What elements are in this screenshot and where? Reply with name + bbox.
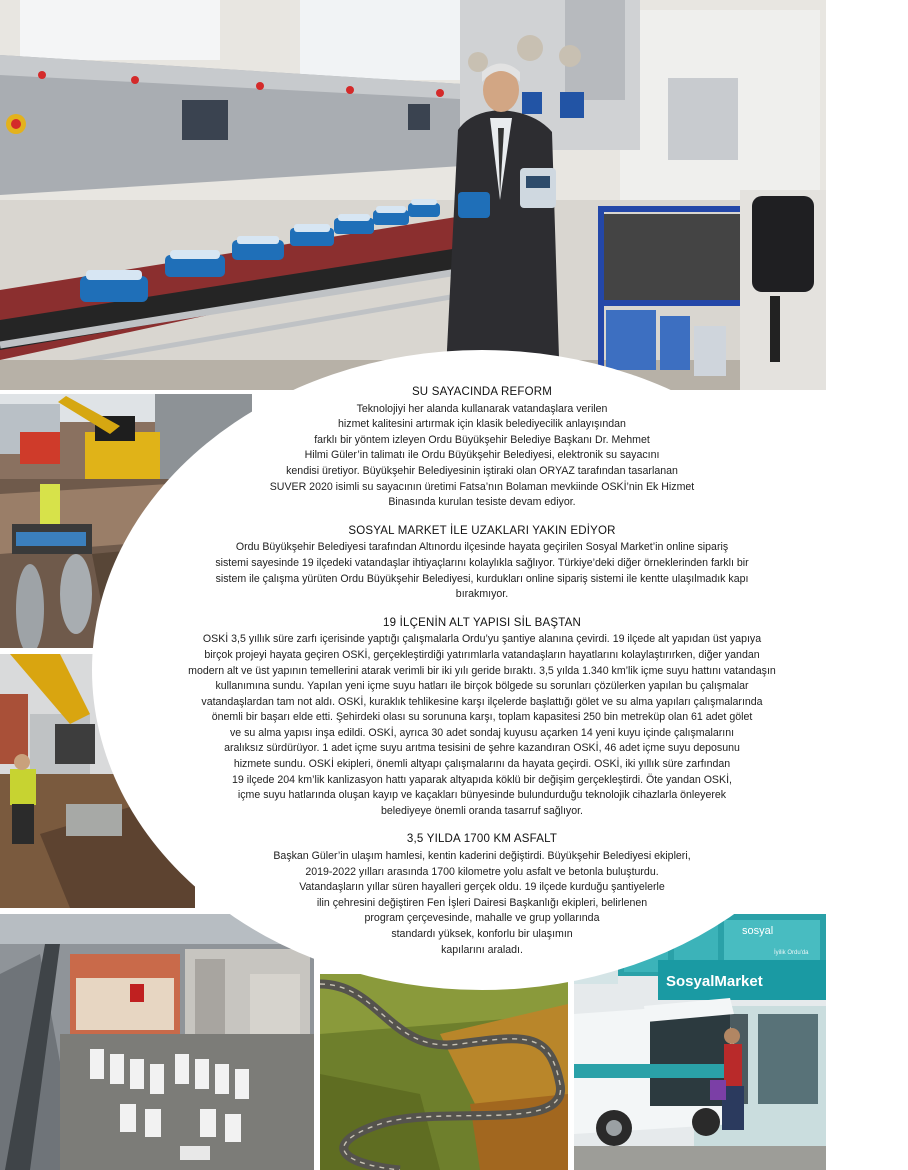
text-line: 19 ilçede 204 km’lik kanlizasyon hattı yaparak altyapıda köklü bir değişim gerçekleştirdi. Öte yandan OSKİ, [232, 773, 732, 786]
text-line: sistem ile çalışma yürüten Ordu Büyükşehir Belediyesi, kurdukları online sipariş sistemi ile kentte ulaşılmadık kapı [215, 572, 749, 585]
text-line: Vatandaşların yıllar süren hayalleri gerçek oldu. 19 ilçede kurduğu şantiyelerle [299, 881, 665, 894]
text-line: hizmet kalitesini artırmak için klasik belediyecilik anlayışından [338, 418, 626, 431]
winding-road-photo [320, 974, 568, 1170]
text-line: program çerçevesinde, mahalle ve grup yollarında [364, 912, 600, 925]
text-line: ve su alma yapısı inşa edildi. OSKİ, ayrıca 30 adet sondaj kuyusu açarken 14 yeni kuyu içinde çalışmalarını [229, 726, 735, 739]
section-social-market [120, 524, 844, 603]
text-line: Binasında kurulan tesiste devam ediyor. [388, 496, 576, 509]
text-line: kullanımına sundu. Yapılan yeni içme suyu hatları ile birçok bölgede su sorunları çözülerken yapılan bu çalışmalar [215, 680, 749, 693]
section-body [120, 402, 844, 511]
text-line: hizmete sundu. OSKİ ekipleri, önemli altyapı çalışmalarını da hayata geçirdi. OSKİ, iki yıllık süre zarfından [233, 758, 731, 771]
section-water-meter [120, 385, 844, 511]
section-title: 3,5 YILDA 1700 KM ASFALT [406, 833, 558, 846]
text-line: Ordu Büyükşehir Belediyesi tarafından Altınordu ilçesinde hayata geçirilen Sosyal Market’in online sipariş [235, 541, 729, 554]
water-meter-lab-photo [0, 0, 826, 390]
text-line: önemli bir başarı elde etti. Şehirdeki olası su sorununa karşı, toplam kapasitesi 250 bin metreküp olan 61 adet gölet [211, 711, 753, 724]
text-line: Teknolojiyi her alanda kullanarak vatandaşlara verilen [356, 402, 608, 415]
text-line: aralıksız sürdürüyor. 1 adet içme suyu arıtma tesisini de şehre kazandıran OSKİ, 46 adet içme suyu deposunu [224, 742, 740, 755]
text-line: modern alt ve üst yapının temellerini atarak verimli bir iki yılı geride bıraktı. 3,5 yılda 1.340 km’lik içme suyu hattını vatandaşın [188, 664, 776, 677]
text-line: Hilmi Güler’in talimatı ile Ordu Büyükşehir Belediyesi, elektronik su sayacını [304, 449, 660, 462]
text-line: sistemi sayesinde 19 ilçedeki vatandaşlar ihtiyaçlarını kolaylıkla sağlıyor. Türkiye’deki diğer örneklerinden farklı bir [215, 556, 749, 569]
section-infrastructure [120, 616, 844, 820]
text-line: standardı yüksek, konforlu bir ulaşımın [391, 928, 573, 940]
section-body [120, 849, 844, 958]
text-line: vatandaşlardan tam not aldı. OSKİ, kuraklık tehlikesine karşı ilçelerde başlattığı gölet ve su alma yapıları çalışmalarında [201, 695, 763, 708]
text-line: Başkan Güler’in ulaşım hamlesi, kentin kaderini değiştirdi. Büyükşehir Belediyesi ekipleri, [273, 850, 691, 863]
section-asphalt [120, 832, 844, 958]
market-sign-sub: İyilik Ordu'da [774, 950, 809, 956]
section-body [120, 632, 844, 819]
section-title: SOSYAL MARKET İLE UZAKLARI YAKIN EDİYOR [348, 524, 616, 537]
section-title: 19 İLÇENİN ALT YAPISI SİL BAŞTAN [383, 616, 581, 629]
article-body [120, 385, 844, 971]
section-title: SU SAYACINDA REFORM [411, 386, 553, 398]
text-line: SUVER 2020 isimli su sayacının üretimi Fatsa’nın Bolaman mevkiinde OSKİ’nin Ek Hizmet [269, 480, 695, 493]
text-line: farklı bir yöntem izleyen Ordu Büyükşehir Belediye Başkanı Dr. Mehmet [314, 433, 650, 446]
text-line: 2019-2022 yılları arasında 1700 kilometre yolu asfalt ve betonla buluşturdu. [305, 865, 659, 878]
text-line: birçok projeyi hayata geçiren OSKİ, gerçekleştirdiği yatırımlarla vatandaşların hayatlarını kolaylaştırırken, diğer yandan [204, 648, 760, 661]
text-line: ilin çehresini değiştiren Fen İşleri Dairesi Başkanlığı ekipleri, belirlenen [316, 896, 648, 909]
text-line: içme suyu hatlarında oluşan kayıp ve kaçakları bünyesinde bulundurduğu teknolojik cihazlarla önleyerek [237, 789, 727, 802]
market-sign-main: SosyalMarket [666, 973, 763, 990]
market-sign-top: sosyal [742, 925, 774, 937]
text-line: OSKİ 3,5 yıllık süre zarfı içerisinde yaptığı çalışmalarla Ordu’yu şantiye alanına çevirdi. 19 ilçede alt yapıdan üst yapıya [202, 633, 762, 646]
text-line: kapılarını araladı. [441, 943, 523, 956]
text-line: bırakmıyor. [455, 588, 509, 601]
section-body [120, 540, 844, 602]
text-line: belediyeye önemli oranda tasarruf sağlıyor. [381, 804, 583, 817]
text-line: kendisi üretiyor. Büyükşehir Belediyesinin iştiraki olan ORYAZ tarafından tasarlanan [286, 464, 678, 477]
